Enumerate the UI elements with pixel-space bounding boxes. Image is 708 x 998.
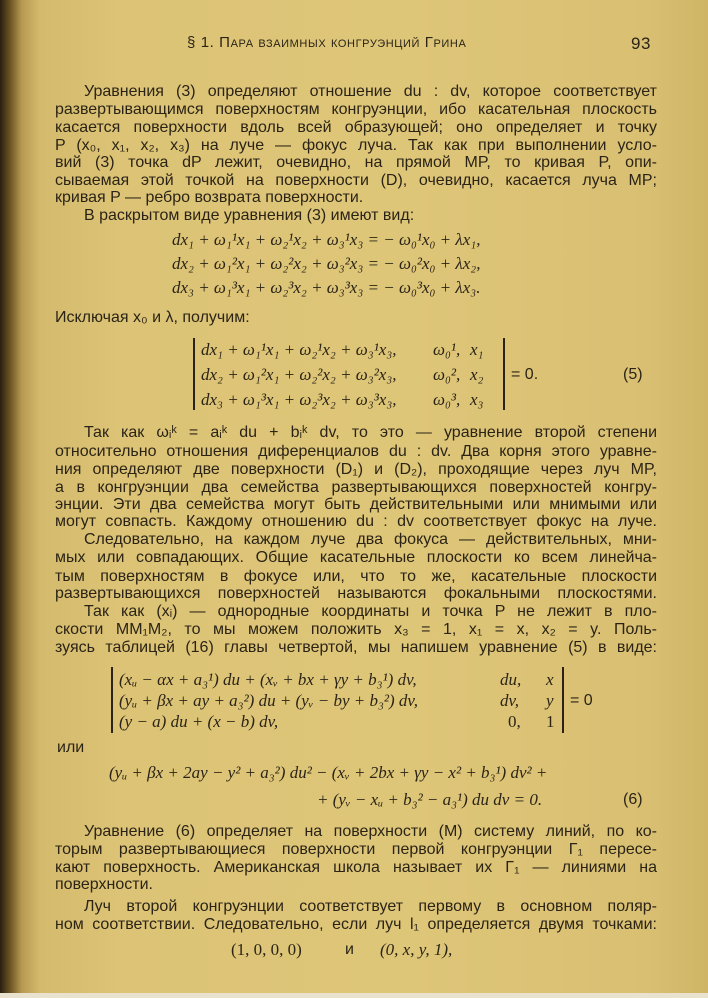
equation-line: dx₂ + ω₁²x₁ + ω₂²x₂ + ω₃²x₃ = − ω₀²x₀ + λx₂, bbox=[172, 254, 481, 273]
determinant-bar-left bbox=[193, 338, 195, 410]
det-rhs: = 0. bbox=[511, 366, 539, 383]
running-header-title: § 1. Пара взаимных конгруэнций Грина bbox=[187, 34, 467, 51]
det-cell: x₃ bbox=[470, 390, 484, 409]
equation-line: (yᵤ + βx + 2ay − y² + a₃²) du² − (xᵥ + 2bx + γy − x² + b₃¹) dv² + bbox=[109, 763, 548, 782]
text-line: мых или совпадающих. Общие касательные плоскости ко всем линейча- bbox=[55, 549, 657, 566]
det-cell: x₂ bbox=[470, 365, 484, 384]
text-line: развертывающимся поверхностям конгруэнции, ибо касательная плоскость bbox=[55, 101, 657, 118]
equation-number: (5) bbox=[623, 366, 643, 383]
page-bottom-edge bbox=[0, 993, 708, 998]
det-cell: 1 bbox=[546, 712, 555, 731]
text-line: сываемая этой точкой на поверхности (D), очевидно, касается луча MP; bbox=[55, 172, 657, 189]
text-line: касается поверхности вдоль всей образующей; оно определяет и точку bbox=[55, 119, 657, 136]
determinant-bar-right bbox=[562, 667, 564, 733]
det-cell: y bbox=[546, 691, 554, 710]
paragraph-2: В раскрытом виде уравнения (3) имеют вид: bbox=[84, 207, 415, 224]
text-line: тым поверхностям в фокусе или, что то же, касательные плоскости bbox=[55, 568, 657, 585]
det-cell: ω₀¹, bbox=[433, 340, 461, 359]
text-line: Так как (xᵢ) — однородные координаты и точка P не лежит в пло- bbox=[84, 603, 657, 620]
det-cell: ω₀², bbox=[433, 365, 461, 384]
det-cell: x₁ bbox=[470, 340, 484, 359]
det-cell: 0, bbox=[508, 712, 521, 731]
text-line: могут совпасть. Каждому отношению du : dv соответствует фокус на луче. bbox=[55, 513, 657, 530]
text-line: Так как ωᵢᵏ = aᵢᵏ du + bᵢᵏ dv, то это — уравнение второй степени bbox=[84, 424, 657, 441]
text-line: энции. Эти два семейства могут быть действительными или мнимыми или bbox=[55, 496, 657, 513]
det-cell: (y − a) du + (x − b) dv, bbox=[119, 712, 279, 731]
conjunction: и bbox=[345, 941, 354, 958]
det-cell: dx₂ + ω₁²x₁ + ω₂²x₂ + ω₃²x₃, bbox=[201, 365, 397, 384]
text-line: Уравнения (3) определяют отношение du : dv, которое соответствует bbox=[84, 83, 657, 100]
equation-number: (6) bbox=[623, 791, 643, 808]
equation-line: dx₃ + ω₁³x₁ + ω₂³x₂ + ω₃³x₃ = − ω₀³x₀ + λx₃. bbox=[172, 278, 481, 297]
det-cell: du, bbox=[500, 670, 522, 689]
point-2: (0, x, y, 1), bbox=[380, 940, 453, 959]
det-cell: (yᵤ + βx + ay + a₃²) du + (yᵥ − by + b₃²) dv, bbox=[119, 691, 418, 710]
determinant-bar-right bbox=[503, 338, 505, 410]
text-line: торым развертывающиеся поверхности первой конгруэнции Γ₁ пересе- bbox=[55, 841, 657, 858]
det-cell: dv, bbox=[500, 691, 520, 710]
text-line: поверхности. bbox=[55, 876, 153, 893]
text-line: зуясь таблицей (16) главы четвертой, мы напишем уравнение (5) в виде: bbox=[55, 639, 657, 656]
point-1: (1, 0, 0, 0) bbox=[231, 940, 302, 959]
text-line: скости MM₁M₂, то мы можем положить x₃ = 1, x₁ = x, x₂ = y. Поль- bbox=[55, 621, 657, 638]
text-line: Следовательно, на каждом луче два фокуса — действительных, мни- bbox=[84, 531, 657, 548]
text-line: Уравнение (6) определяет на поверхности (M) систему линий, по ко- bbox=[84, 823, 657, 840]
text-line: P (x₀, x₁, x₂, x₃) на луче — фокус луча. Так как при выполнении усло- bbox=[55, 137, 657, 154]
det-cell: x bbox=[546, 670, 554, 689]
text-line: ния определяют две поверхности (D₁) и (D₂), проходящие через луч MP, bbox=[55, 461, 657, 478]
text-line: вий (3) точка dP лежит, очевидно, на прямой MP, то кривая P, опи- bbox=[55, 154, 657, 171]
text-line: ном соответствии. Следовательно, если луч l₁ определяется двумя точками: bbox=[55, 916, 657, 933]
text-line: Луч второй конгруэнции соответствует первому в основном поляр- bbox=[84, 898, 657, 915]
paragraph-3: Исключая x₀ и λ, получим: bbox=[55, 309, 250, 326]
page-number: 93 bbox=[631, 34, 652, 53]
equation-line: + (yᵥ − xᵤ + b₃² − a₃¹) du dv = 0. bbox=[317, 790, 543, 809]
text-line: кают поверхность. Американская школа называет их Γ₁ — линиями на bbox=[55, 859, 657, 876]
equation-line: dx₁ + ω₁¹x₁ + ω₂¹x₂ + ω₃¹x₃ = − ω₀¹x₀ + λx₁, bbox=[172, 230, 481, 249]
text-line: а в конгруэнции два семейства развертывающихся поверхностей конгру- bbox=[55, 479, 657, 496]
text-line: развертывающихся поверхностей называются фокальными плоскостями. bbox=[55, 585, 657, 602]
text-line: относительно отношения диференциалов du : dv. Два корня этого уравне- bbox=[55, 443, 657, 460]
text-line: кривая P — ребро возврата поверхности. bbox=[55, 189, 364, 206]
det-rhs: = 0 bbox=[570, 692, 593, 709]
det-cell: ω₀³, bbox=[433, 390, 461, 409]
det-cell: (xᵤ − αx + a₃¹) du + (xᵥ + bx + γy + b₃¹) dv, bbox=[119, 670, 417, 689]
det-cell: dx₁ + ω₁¹x₁ + ω₂¹x₂ + ω₃¹x₃, bbox=[201, 340, 397, 359]
determinant-bar-left bbox=[111, 667, 113, 733]
or-word: или bbox=[57, 739, 85, 756]
det-cell: dx₃ + ω₁³x₁ + ω₂³x₂ + ω₃³x₃, bbox=[201, 390, 397, 409]
